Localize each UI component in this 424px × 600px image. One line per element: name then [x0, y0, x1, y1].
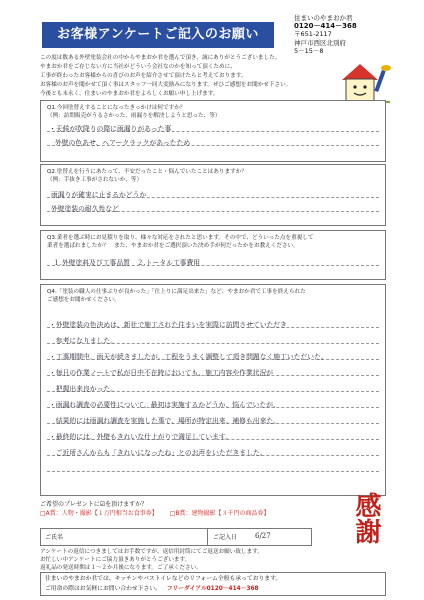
answer-4-line-2: 参考になりました。	[49, 337, 117, 345]
present-section	[40, 500, 384, 518]
company-name: 住まいのやまおか君	[294, 14, 353, 22]
answer-1-line-2: 外壁の色あせ、ヘアークラックがあったため	[55, 139, 191, 147]
question-1-box	[40, 100, 386, 162]
question-3-box	[40, 230, 386, 280]
answer-4-line-4: ・毎日の作業ノートで私が日中不在時においても、施工内容や作業状況が	[49, 369, 274, 377]
present-option-a[interactable]: □A賞：人物・撮影【１万円相当お食事券】	[40, 510, 158, 517]
company-info	[294, 14, 414, 55]
answer-4-line-7: 結果的には雨漏れ調査を実施した事で、場所が特定出来、補修も出来た。	[49, 417, 280, 425]
closing-note: アンケートの返信につきましてはお手数ですが、返信用封筒にてご返送お願い致します。 お忙しい中アンケートにご協力頂きありがとうございます。 返礼品の発送時期は１～２か月後になります。ご了承ください。	[40, 549, 263, 571]
name-field[interactable]	[93, 529, 203, 545]
question-4-text: Q4.「塗装の職人の仕事ぶりが良かった」「仕上りに満足出来た」など、やまおか君で工事を終えられた ご感想をお聞かせください。	[47, 289, 306, 303]
question-3-text: Q3.業者を選ぶ時にお見積りを取り、様々な対応をされたと思います。その中で、どういった点を重視して 業者を選ばれましたか？ また、やまおか君をご選択頂いた決め手が何だったかをお教えください。	[47, 235, 314, 249]
present-option-b[interactable]: □B賞：建物撮影【３千円の商品券】	[169, 510, 270, 517]
answer-4-line-6: ・雨漏れ調査の必要性について、最初は実施するかどうか、悩んでいたが、	[49, 401, 280, 409]
answer-4-line-1: ・外壁塗装の色決めは、新社で施工された住まいを実際に訪問させていただき	[49, 321, 287, 329]
answer-1-line-1: ・天候が吹降りの際に雨漏りがあった事	[49, 125, 172, 133]
intro-paragraph: この度は数ある外壁塗装会社の中からやまおか君を選んで頂き、誠にありがとうございました。 やまおか君をご存じない方に当社がどういう会社なのかを知って頂くために、 工事が終わったお客様からの喜びのお声を紹介させて頂けたらと考えております。 お客様のお声を聞かせて頂く事はスタッフ一同大変励みになります。ぜひご感想をお聞かせ下さい。 今後とも末永く、住まいのやまおか君をよろしくお願い申し上げます。	[40, 55, 292, 97]
kansha-text: 感謝	[351, 492, 381, 544]
kansha-calligraphy	[344, 492, 388, 562]
answer-4-line-3: ・工事期間中、雨天が続きましたが、工程をうまく調整して頂き問題なく施工いただいた。	[49, 353, 328, 361]
answer-3-line-1: １.外壁塗料及び工事品質 ２.トータル工事費用	[53, 259, 201, 267]
answer-4-line-8: ・最終的には、外壁もきれいな仕上がりで満足しています。	[49, 433, 232, 441]
footer-line-1: 住まいのやまおか君では、キッチンやバストイレなどのリフォーム全般も承っております。	[45, 576, 282, 582]
survey-title-banner: お客様アンケートご記入のお願い	[42, 22, 274, 48]
name-date-form	[40, 528, 312, 546]
date-label: ご記入日	[213, 534, 238, 541]
footer-line-2: ご用命の際はお気軽にお問い合わせ下さい。	[45, 586, 161, 592]
company-address-1: 神戸市西区北別府	[294, 38, 346, 47]
free-dial-number[interactable]: フリーダイアル0120－414－368	[166, 586, 259, 592]
answer-2-line-2: 外壁塗装の耐久性など	[51, 205, 119, 213]
question-2-text: Q2.塗替えを行うにあたって、不安だったこと・悩んでいたことはありますか？ （例：手抜き工事がされないか、等）	[47, 169, 247, 183]
name-label: ご氏名	[45, 534, 64, 541]
company-postal: 〒651-2117	[294, 30, 332, 39]
answer-4-line-5: 把握出来良かった。	[49, 385, 117, 393]
question-2-box	[40, 164, 386, 226]
answer-2-line-1: 雨漏りが確実に止まるかどうか	[51, 191, 147, 199]
present-prompt: ご希望のプレゼントに☑を頂けますか？	[40, 501, 148, 508]
mascot-house-icon	[336, 56, 394, 106]
answer-4-line-9: ご近所さんからも「きれいになったね」とのお声をいただきました。	[49, 449, 267, 457]
question-1-text: Q1.今回塗替えすることになったきっかけは何ですか？ （例：訪問販売がうるさかった、雨漏りを解決しようと思った、等）	[47, 105, 221, 119]
company-address-2: 5－15－8	[294, 46, 324, 55]
footer-box	[40, 572, 386, 596]
company-phone: 0120－414－368	[294, 22, 357, 31]
date-value[interactable]: 6/27	[255, 532, 271, 540]
question-4-box	[40, 284, 386, 496]
